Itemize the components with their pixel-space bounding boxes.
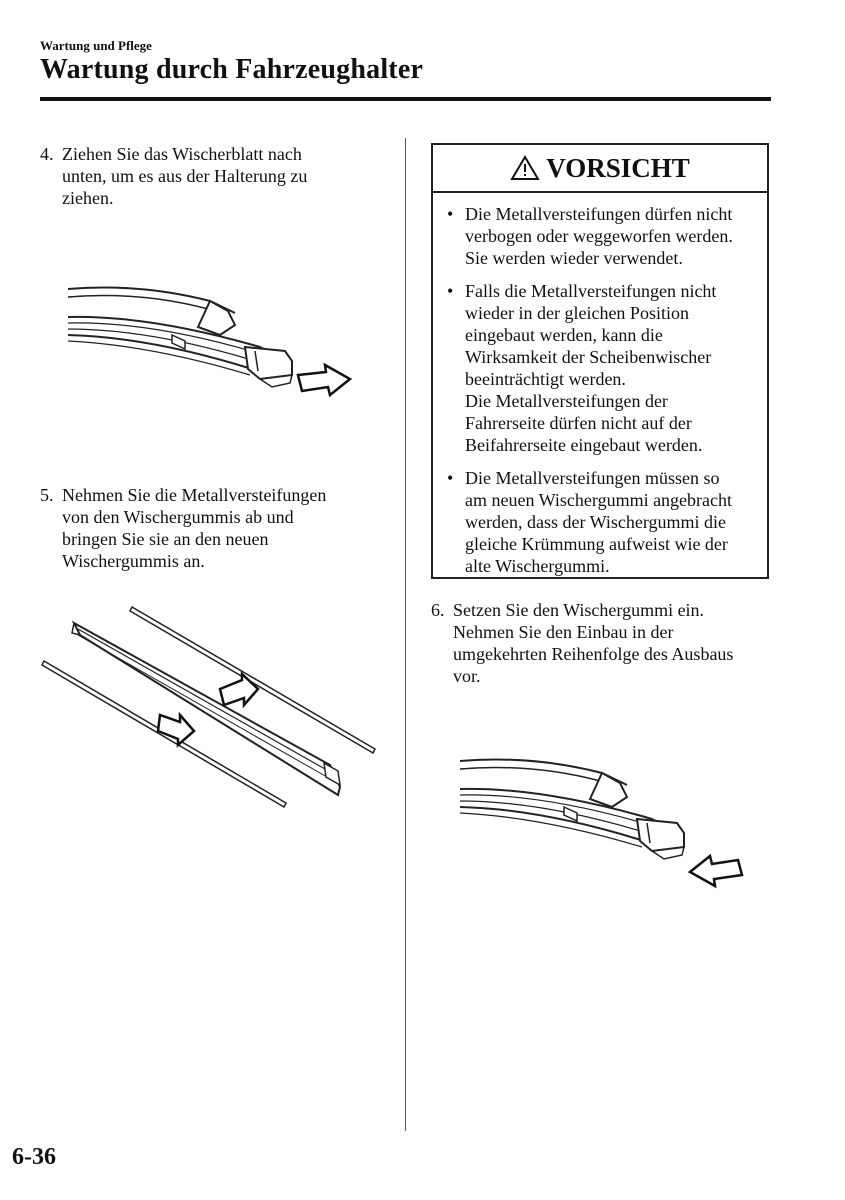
caution-item: • Die Metallversteifungen müssen so am neuen Wischergummi angebracht werden, dass der Wischergummi die gleiche Krümmung aufweist wie der alte Wischergummi.: [447, 468, 733, 576]
step-number: 5.: [40, 485, 54, 505]
page-title: Wartung durch Fahrzeughalter: [40, 54, 424, 85]
metal-stiffeners-illustration: [40, 605, 380, 810]
caution-header: [433, 145, 767, 193]
step-4: [40, 143, 370, 209]
warning-triangle-icon: [510, 155, 540, 181]
column-divider: [405, 138, 406, 1131]
step-text: Nehmen Sie die Metallversteifungen von den Wischergummis ab und bringen Sie sie an den neuen Wischergummis an.: [62, 485, 327, 571]
caution-item: • Die Metallversteifungen dürfen nicht verbogen oder weggeworfen werden. Sie werden wieder verwendet.: [447, 204, 733, 268]
caution-item: • Falls die Metallversteifungen nicht wieder in der gleichen Position eingebaut werden, kann die Wirksamkeit der Scheibenwischer beeinträchtigt werden. Die Metallversteifungen der Fahrerseite dürfen nicht auf der Beifahrerseite eingebaut werden.: [447, 281, 717, 455]
wiper-install-illustration: [452, 755, 752, 895]
step-number: 4.: [40, 144, 54, 164]
caution-item-text: Die Metallversteifungen müssen so am neuen Wischergummi angebracht werden, dass der Wischergummi die gleiche Krümmung aufweist wie der alte Wischergummi.: [465, 468, 733, 576]
page-number: 6-36: [12, 1144, 56, 1170]
step-5: [40, 484, 380, 572]
caution-item-text: Falls die Metallversteifungen nicht wieder in der gleichen Position eingebaut werden, kann die Wirksamkeit der Scheibenwischer beeinträchtigt werden. Die Metallversteifungen der Fahrerseite dürfen nicht auf der Beifahrerseite eingebaut werden.: [465, 281, 717, 455]
caution-box: [431, 143, 769, 579]
caution-item-text: Die Metallversteifungen dürfen nicht verbogen oder weggeworfen werden. Sie werden wieder verwendet.: [465, 204, 733, 268]
caution-title: VORSICHT: [546, 152, 690, 183]
title-rule: [40, 97, 771, 101]
section-label: Wartung und Pflege: [40, 38, 152, 53]
step-number: 6.: [431, 600, 445, 620]
wiper-removal-illustration: [60, 275, 360, 410]
step-text: Ziehen Sie das Wischerblatt nach unten, um es aus der Halterung zu ziehen.: [62, 144, 308, 208]
caution-list: [433, 193, 767, 577]
step-6: [431, 599, 776, 687]
step-text: Setzen Sie den Wischergummi ein. Nehmen Sie den Einbau in der umgekehrten Reihenfolge des Ausbaus vor.: [453, 600, 734, 686]
